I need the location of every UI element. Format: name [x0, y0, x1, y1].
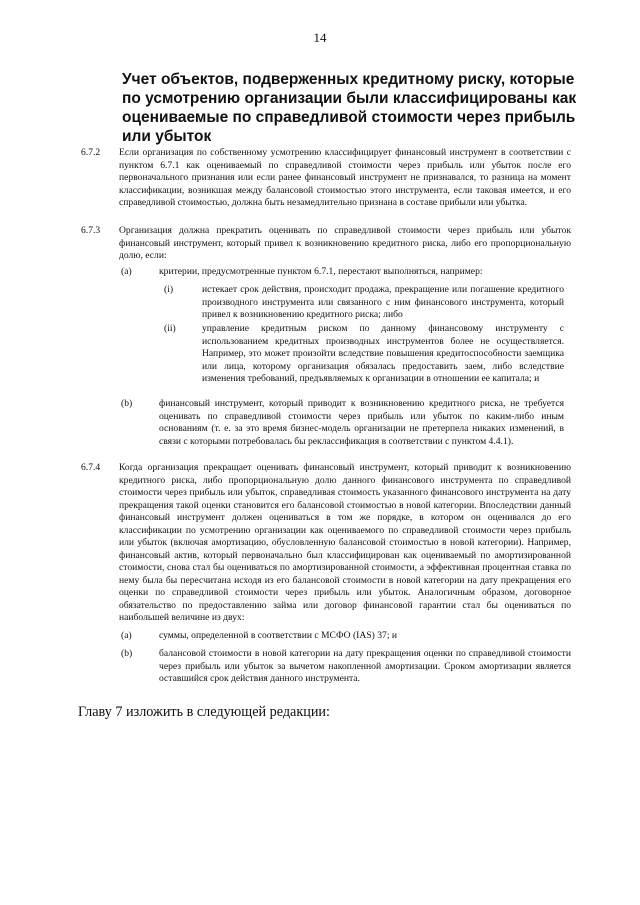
clause-number: 6.7.2 — [81, 147, 101, 158]
clause-6-7-2 — [81, 147, 571, 210]
list-subitem — [164, 284, 564, 322]
list-subitem-text: истекает срок действия, происходит продажа, прекращение или погашение кредитного производного инструмента или связанного с ним финансового инструмента, который привел к возникновению кредитного риска; либо — [202, 284, 564, 320]
clause-text: Когда организация прекращает оценивать финансовый инструмент, который приводит к возникновению кредитного риска, либо пропорциональную долю данного финансового инструмента по справедливой стоимости через прибыль или убыток, справедливая стоимость указанного финансового инструмента на дату прекращения такой оценки становится его балансовой стоимостью в новой категории. Впоследствии данный финансовый инструмент должен оцениваться в том же порядке, в котором он оценивался до его классификации по усмотрению организации как оцениваемого по справедливой стоимости через прибыль или убыток (включая амортизацию, обусловленную балансовой стоимостью в новой категории). Например, финансовый актив, который первоначально был классифицирован как оцениваемый по амортизированной стоимости, снова стал бы оцениваться по амортизированной стоимости, а эффективная процентная ставка по нему была бы пересчитана исходя из его балансовой стоимости в новой категории на дату прекращения его оценки по справедливой стоимости через прибыль или убыток. Аналогичным образом, договорное обязательство по предоставлению займа или договор финансовой гарантии стал бы оцениваться по наибольшей величине из двух: — [119, 462, 571, 623]
list-subitem-label: (i) — [164, 284, 174, 295]
section-heading: Учет объектов, подверженных кредитному риску, которые по усмотрению организации были классифицированы как оцениваемые по справедливой стоимости через прибыль или убыток — [122, 71, 577, 145]
list-item — [121, 398, 564, 448]
list-item-text: балансовой стоимости в новой категории на дату прекращения оценки по справедливой стоимости через прибыль или убыток за вычетом накопленной амортизации. Сроком амортизации является оставшийся срок действия данного инструмента. — [159, 648, 571, 684]
list-item-label: (a) — [121, 266, 132, 277]
clause-text: Если организация по собственному усмотрению классифицирует финансовый инструмент в соответствии с пунктом 6.7.1 как оцениваемый по справедливой стоимости через прибыль или убыток после его первоначального признания или если ранее финансовый инструмент не признавался, то разница на момент классификации, возникшая между балансовой стоимостью этого инструмента, если таковая имеется, и его справедливой стоимостью, должна быть незамедлительно признана в составе прибыли или убытка. — [119, 147, 571, 208]
chapter-instruction: Главу 7 изложить в следующей редакции: — [78, 704, 330, 720]
list-item — [121, 630, 571, 643]
clause-6-7-4 — [81, 462, 571, 625]
list-subitem-label: (ii) — [164, 323, 176, 334]
clause-text: Организация должна прекратить оценивать по справедливой стоимости через прибыль или убыток финансовый инструмент, который привел к возникновению кредитного риска, либо его пропорциональную долю, если: — [119, 225, 571, 261]
list-item — [121, 266, 571, 279]
list-item-label: (b) — [121, 648, 133, 659]
list-subitem-text: управление кредитным риском по данному финансовому инструменту с использованием кредитных производных инструментов более не осуществляется. Например, это может произойти вследствие повышения кредитоспособности заемщика или лица, которому организация обязалась предоставить заем, либо вследствие изменения требований, предъявляемых к организации в отношении ее капитала; и — [202, 323, 564, 384]
clause-6-7-3 — [81, 225, 571, 263]
list-item-text: суммы, определенной в соответствии с МСФО (IAS) 37; и — [159, 630, 398, 641]
page-number: 14 — [313, 30, 327, 45]
list-item-text: критерии, предусмотренные пунктом 6.7.1, перестают выполняться, например: — [159, 266, 483, 277]
list-item — [121, 648, 571, 686]
list-item-text: финансовый инструмент, который приводит к возникновению кредитного риска, не требуется оценивать по справедливой стоимости через прибыль или убыток по каким-либо иным основаниям (т. е. за это время бизнес-модель организации не претерпела никаких изменений, в связи с которыми потребовалась бы реклассификация в соответствии с пунктом 4.4.1). — [159, 398, 564, 447]
list-item-label: (a) — [121, 630, 132, 641]
clause-number: 6.7.4 — [81, 462, 101, 473]
list-item-label: (b) — [121, 398, 133, 409]
list-subitem — [164, 323, 564, 386]
clause-number: 6.7.3 — [81, 225, 101, 236]
